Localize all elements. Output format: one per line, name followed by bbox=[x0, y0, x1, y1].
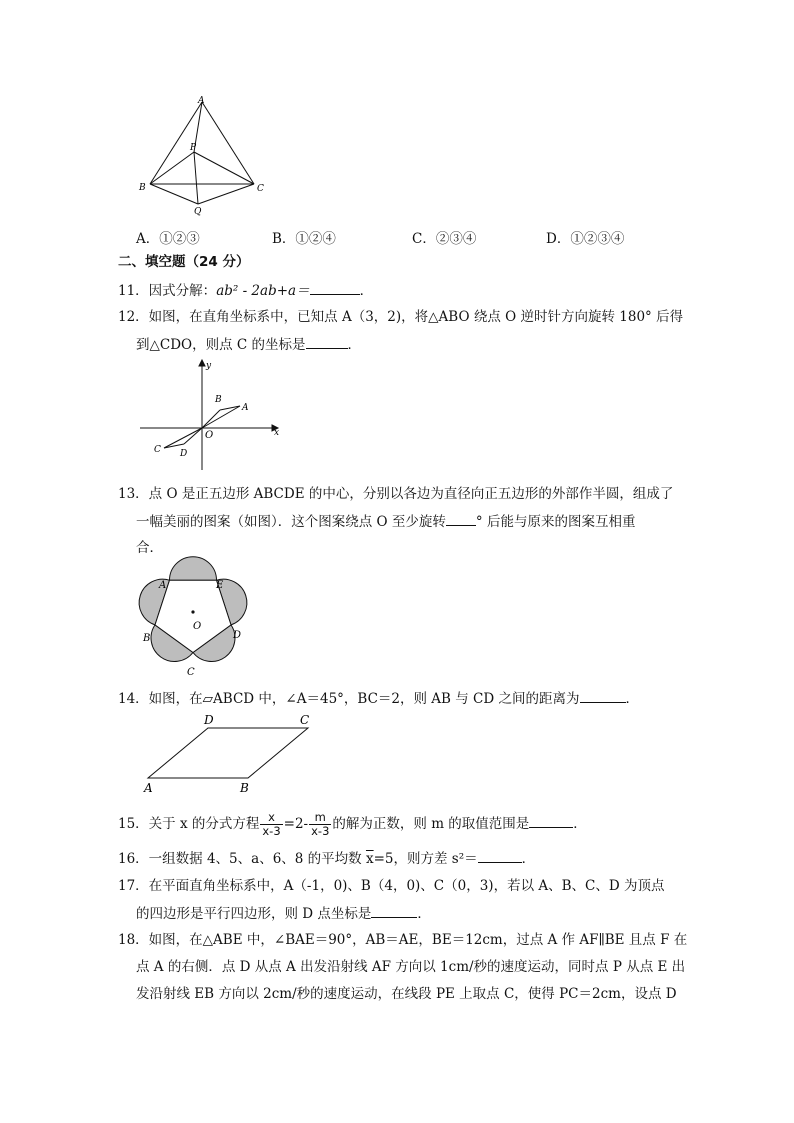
label-b: B bbox=[139, 183, 146, 193]
answer-blank[interactable] bbox=[478, 848, 522, 863]
question-12-line1: 12．如图，在直角坐标系中，已知点 A（3，2)，将△ABO 绕点 O 逆时针方向旋转 180° 后得 bbox=[118, 309, 684, 325]
question-18-line3: 发沿射线 EB 方向以 2cm/秒的速度运动，在线段 PE 上取点 C，使得 PC＝2cm，设点 D bbox=[136, 986, 677, 1002]
figure-parallelogram bbox=[138, 710, 328, 796]
question-18-line2: 点 A 的右侧．点 D 从点 A 出发沿射线 AF 方向以 1cm/秒的速度运动，同时点 P 从点 E 出 bbox=[136, 959, 686, 975]
choice-d: D．①②③④ bbox=[546, 231, 625, 247]
question-13-line2: 一幅美丽的图案（如图）．这个图案绕点 O 至少旋转 ° 后能与原来的图案互相重 bbox=[136, 511, 635, 532]
answer-blank[interactable] bbox=[529, 813, 573, 828]
figure-coordinate-plane bbox=[140, 358, 290, 476]
section-heading: 二、填空题（24 分） bbox=[118, 254, 250, 270]
question-13-line3: 合． bbox=[136, 540, 163, 556]
choice-a: A．①②③ bbox=[136, 231, 200, 247]
label-x: x bbox=[274, 428, 280, 438]
question-12-line2: 到△CDO，则点 C 的坐标是 ． bbox=[136, 334, 361, 355]
answer-blank[interactable] bbox=[310, 280, 360, 295]
choice-c: C．②③④ bbox=[412, 231, 477, 247]
label-c: C bbox=[187, 667, 195, 678]
label-d: D bbox=[204, 713, 214, 727]
question-13-line1: 13．点 O 是正五边形 ABCDE 的中心，分别以各边为直径向正五边形的外部作半圆，组成了 bbox=[118, 486, 674, 502]
label-a: A bbox=[242, 403, 249, 413]
fraction-1: $\frac{x}{x-3}$ bbox=[262, 810, 281, 838]
label-a: A bbox=[159, 580, 167, 591]
answer-blank[interactable] bbox=[580, 688, 626, 703]
label-y: y bbox=[206, 361, 212, 371]
question-16: 16．一组数据 4、5、a、6、8 的平均数 $\overline{x}=5$，则方差 s²＝ ． bbox=[118, 848, 535, 869]
label-o: O bbox=[205, 430, 214, 441]
label-e: E bbox=[216, 580, 224, 591]
answer-blank[interactable] bbox=[306, 334, 348, 349]
label-d: D bbox=[233, 630, 242, 641]
question-17-line2: 的四边形是平行四边形，则 D 点坐标是 ． bbox=[136, 903, 431, 924]
label-c: C bbox=[257, 184, 264, 194]
label-o: O bbox=[193, 621, 202, 632]
question-11: 11．因式分解：ab² - 2ab+a＝ ． bbox=[118, 280, 373, 301]
label-c: C bbox=[300, 713, 310, 727]
label-d: D bbox=[180, 449, 188, 459]
label-a: A bbox=[144, 781, 153, 795]
label-c: C bbox=[154, 445, 161, 455]
label-p: P bbox=[190, 143, 197, 153]
figure-triangle-pq bbox=[130, 92, 280, 220]
question-17-line1: 17．在平面直角坐标系中，A（-1，0)、B（4，0)、C（0，3)，若以 A、B、C、D 为顶点 bbox=[118, 878, 665, 894]
question-15: 15．关于 x 的分式方程 $\frac{x}{x-3}$ =2- $\frac{m}{x-3}$ 的解为正数，则 m 的取值范围是 ． bbox=[118, 810, 587, 838]
choice-b: B．①②④ bbox=[272, 231, 336, 247]
figure-pentagon-semicircles bbox=[138, 566, 248, 678]
label-b: B bbox=[240, 781, 249, 795]
answer-blank[interactable] bbox=[371, 903, 417, 918]
question-14: 14．如图，在▱ABCD 中，∠A＝45°，BC＝2，则 AB 与 CD 之间的距离为 ． bbox=[118, 688, 639, 709]
label-b: B bbox=[143, 633, 151, 644]
question-18-line1: 18．如图，在△ABE 中，∠BAE＝90°，AB＝AE，BE＝12cm，过点 A 作 AF∥BE 且点 F 在 bbox=[118, 932, 688, 948]
label-b: B bbox=[215, 395, 222, 405]
answer-blank[interactable] bbox=[446, 511, 476, 526]
label-q: Q bbox=[194, 207, 202, 217]
fraction-2: $\frac{m}{x-3}$ bbox=[311, 810, 330, 838]
label-a: A bbox=[198, 96, 205, 106]
